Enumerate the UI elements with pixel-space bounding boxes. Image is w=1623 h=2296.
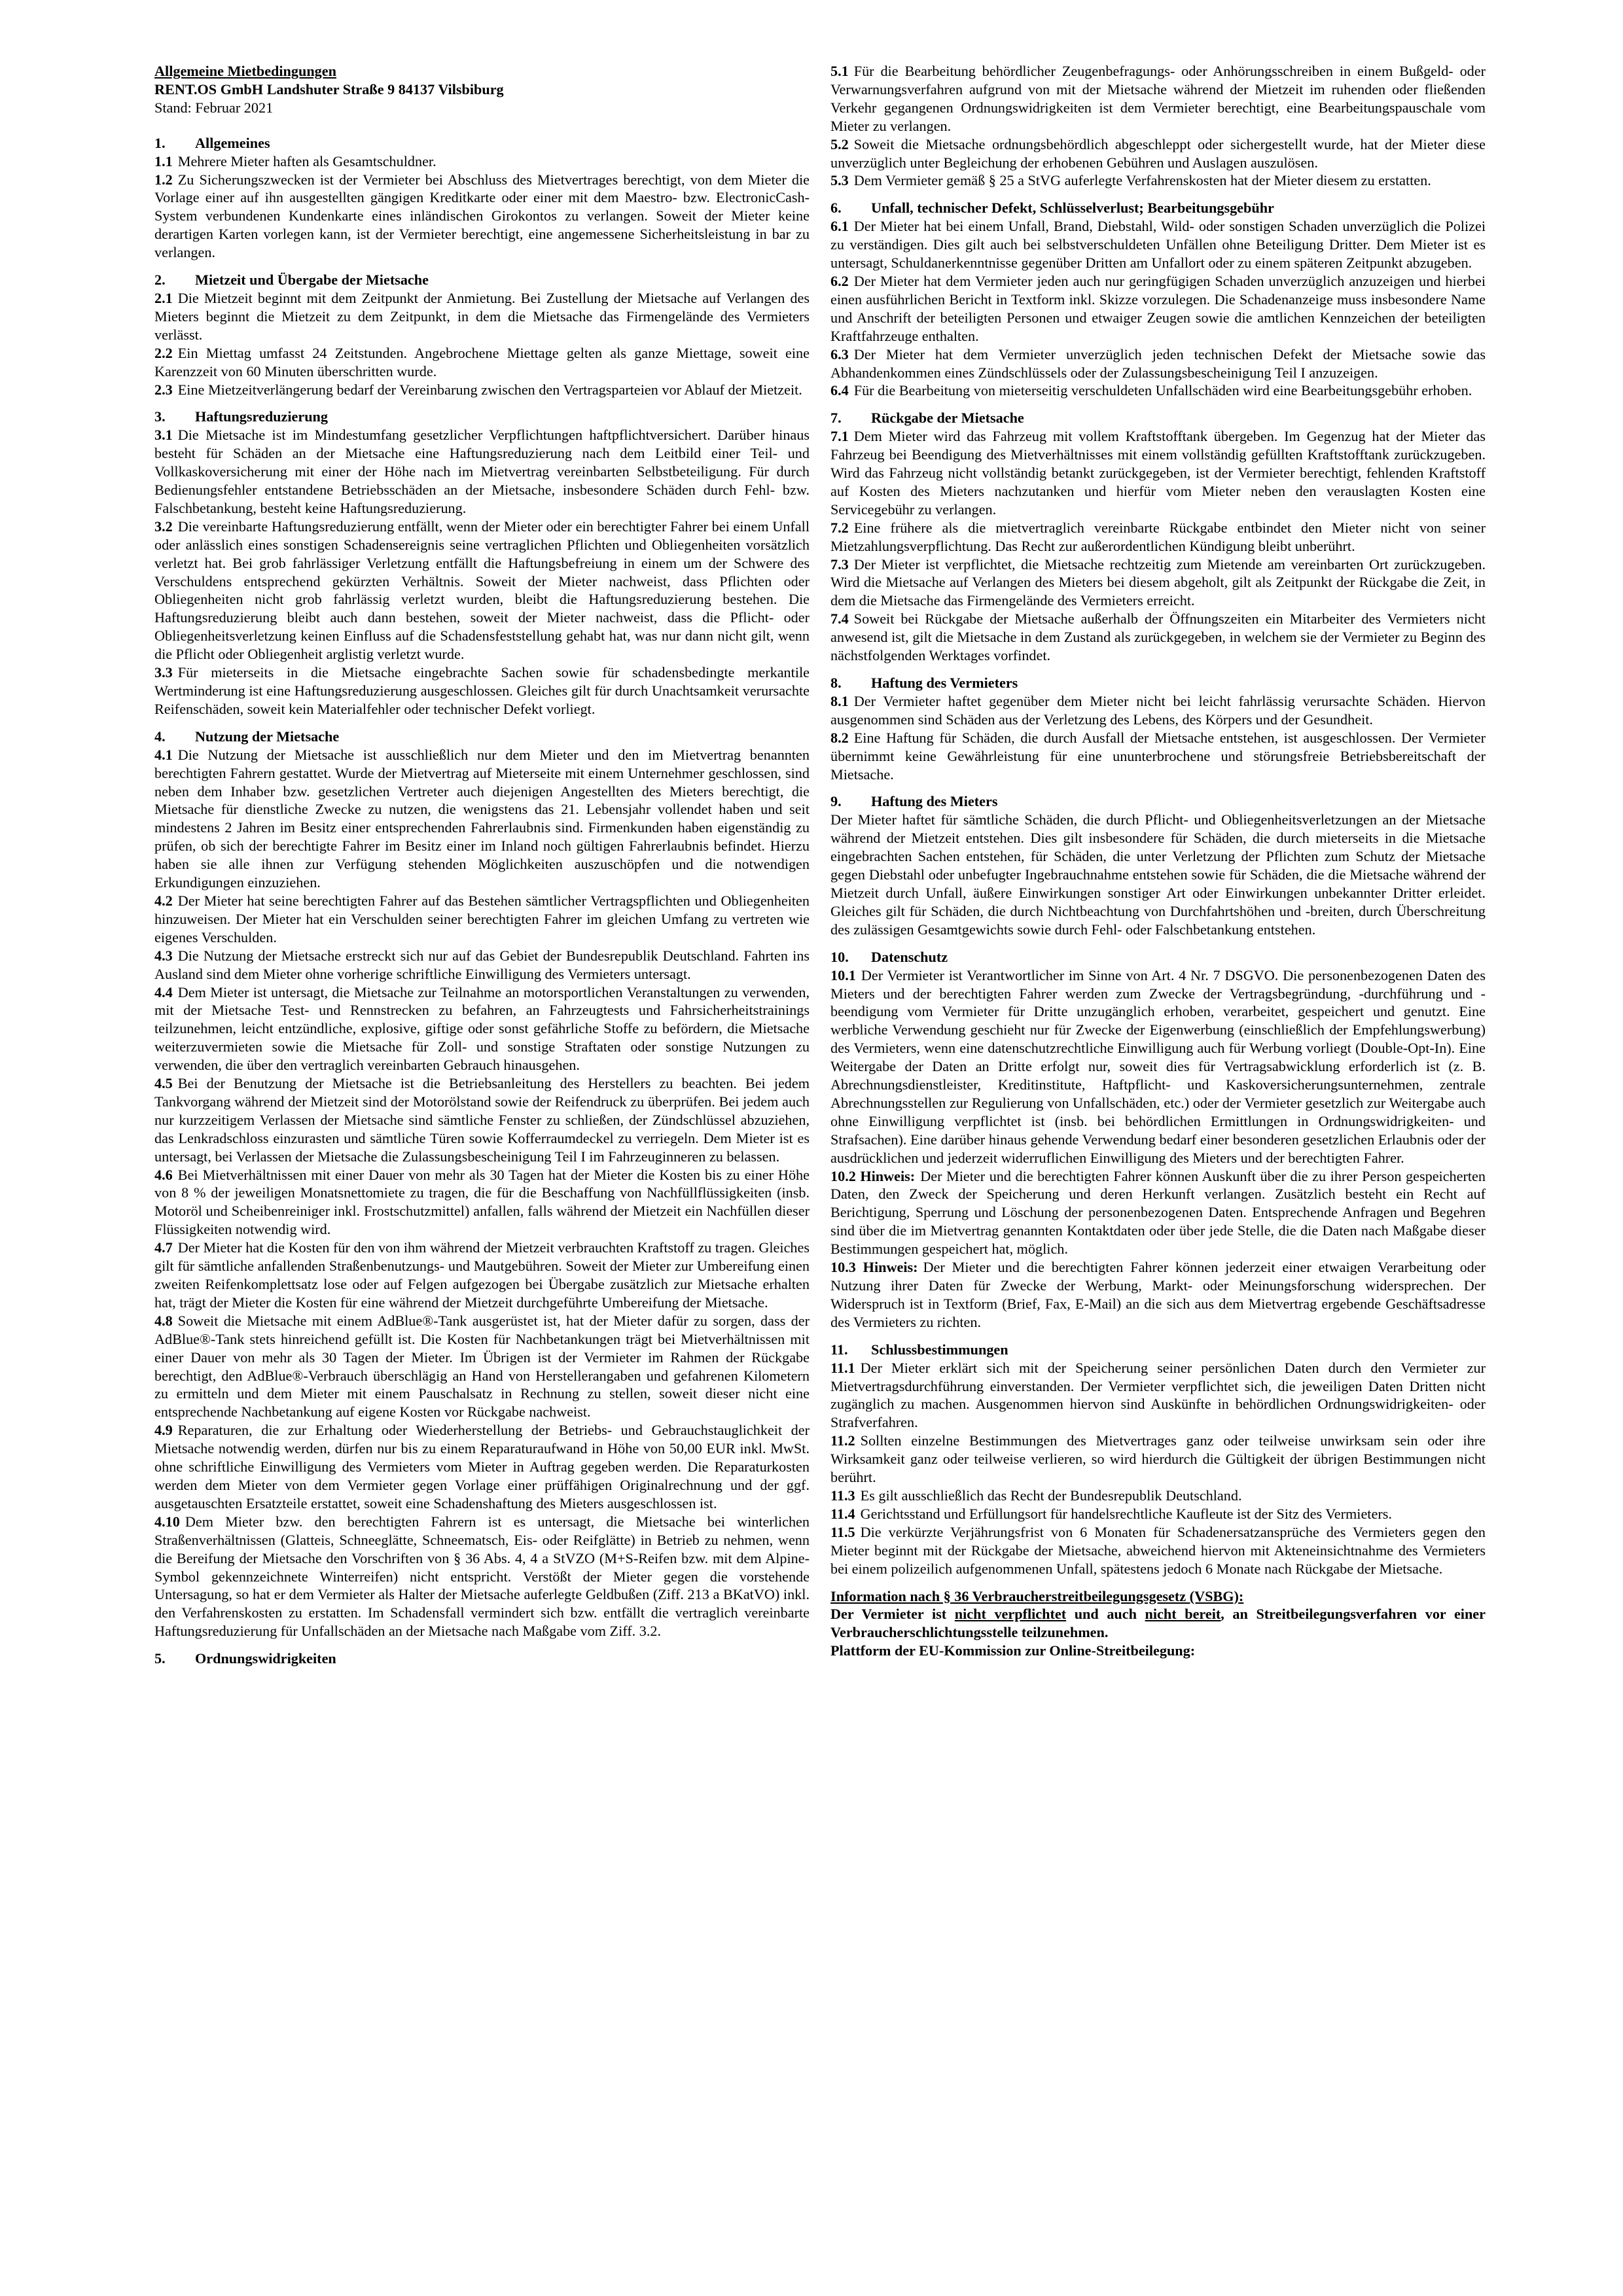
- clause-text: Bei Mietverhältnissen mit einer Dauer von mehr als 30 Tagen hat der Mieter die Kosten bis zu einer Höhe von 8 % der jeweiligen Monatsnettomiete zu tragen, die für die Beschaffung von Nachfüllflüssigkeiten (insb. Motoröl und Scheibenreiniger inkl. Frostschutzmittel) anfallen, falls während der Mietzeit ein Nachfüllen dieser Flüssigkeiten notwendig wird.: [154, 1166, 810, 1238]
- section-title: Schlussbestimmungen: [871, 1341, 1008, 1358]
- clause-number: 3.2: [154, 518, 173, 535]
- section-number: 1.: [154, 134, 166, 151]
- section-number: 11.: [830, 1341, 848, 1358]
- clause: [154, 663, 810, 718]
- left-sections: [154, 134, 810, 1668]
- section-heading: [154, 134, 810, 152]
- section-title: Haftung des Mieters: [871, 793, 998, 810]
- clause-text: Die Mietsache ist im Mindestumfang gesetzlicher Verpflichtungen haftpflichtversichert. Darüber hinaus besteht für Schäden an der Mietsache eine Haftungsreduzierung nach dem Leitbild einer Teil- und Vollkaskoversicherung mit einer der Höhe nach im Mietvertrag vereinbarten Selbstbeteiligung. Für durch Bedienungsfehler entstandene Betriebsschäden an der Mietsache, insbesondere Schäden durch Fehl- bzw. Falschbetankung, besteht keine Haftungsreduzierung.: [154, 427, 810, 516]
- clause-number: 6.1: [830, 218, 849, 235]
- clause: [830, 610, 1486, 665]
- clause: [154, 518, 810, 663]
- section-number: 8.: [830, 675, 842, 691]
- clause: [154, 1166, 810, 1239]
- clause: [154, 1513, 810, 1640]
- clause: [154, 1239, 810, 1312]
- clause-number: 7.3: [830, 556, 849, 573]
- clause: [154, 381, 810, 399]
- clause-text: Der Mieter hat dem Vermieter unverzüglich jeden technischen Defekt der Mietsache sowie das Abhandenkommen eines Zündschlüssels oder der Zulassungsbescheinigung Teil I anzuzeigen.: [830, 345, 1486, 381]
- clause-number: 8.2: [830, 729, 849, 746]
- clause-number: 10.1: [830, 966, 856, 983]
- clause: [830, 62, 1486, 135]
- clause-text: Für die Bearbeitung behördlicher Zeugenbefragungs- oder Anhörungsschreiben in einem Bußgeld- oder Verwarnungsverfahren aufgrund von mit der Mietsache während der Mietzeit im ruhenden oder fließenden Verkehr gegangenen Ordnungswidrigkeiten ist dem Vermieter berechtigt, eine Bearbeitungspauschale vom Mieter zu verlangen.: [830, 63, 1486, 134]
- clause-text: Die Nutzung der Mietsache ist ausschließlich nur dem Mieter und den im Mietvertrag benannten berechtigten Fahrern gestattet. Wurde der Mietvertrag auf Mieterseite mit einem Unternehmer geschlossen, sind neben dem Inhaber bzw. gesetzlichen Vertreter auch diejenigen Angestellten des Mieters berechtigt, die Mietsache für dienstliche Zwecke zu nutzen, die wenigstens das 21. Lebensjahr vollendet haben und seit mindestens 2 Jahren im Besitz einer entsprechenden Fahrerlaubnis sind. Firmenkunden haben eigenständig zu prüfen, ob sich der berechtigte Fahrer im Besitz einer im Inland noch gültigen Fahrerlaubnis befindet. Hierzu haben sie alle ihnen zur Verfügung stehenden Möglichkeiten auszuschöpfen und die notwendigen Erkundigungen einzuziehen.: [154, 746, 810, 891]
- clause-number: 7.4: [830, 610, 849, 627]
- section-5-heading-wrap: [154, 1650, 810, 1668]
- section-heading: [830, 199, 1486, 217]
- section-1: [154, 134, 810, 262]
- clause-number: 5.1: [830, 63, 849, 79]
- clause-number: 11.2: [830, 1432, 855, 1449]
- clause-text: Der Vermieter haftet gegenüber dem Mieter nicht bei leicht fahrlässig verursachte Schäden. Hiervon ausgenommen sind Schäden aus der Verletzung des Lebens, des Körpers und der Gesundheit.: [830, 692, 1486, 728]
- clause-number: 10.2 Hinweis:: [830, 1167, 916, 1184]
- section-title: Mietzeit und Übergabe der Mietsache: [195, 272, 429, 289]
- clause-text: Der Mieter erklärt sich mit der Speicherung seiner persönlichen Daten durch den Vermieter zur Mietvertragsdurchführung einverstanden. Der Vermieter verpflichtet sich, die jeweiligen Daten Dritten nicht zugänglich zu machen. Ausgenommen hiervon sind Auskünfte in behördlichen Ordnungswidrigkeiten- oder Strafverfahren.: [830, 1359, 1486, 1431]
- clause-number: 2.3: [154, 381, 173, 398]
- clause-text: Ein Miettag umfasst 24 Zeitstunden. Angebrochene Miettage gelten als ganze Miettage, soweit eine Karenzzeit von 60 Minuten überschritten wurde.: [154, 344, 810, 380]
- clause-number: 6.3: [830, 345, 849, 362]
- clause-number: 4.9: [154, 1422, 173, 1439]
- clause-text: Es gilt ausschließlich das Recht der Bundesrepublik Deutschland.: [860, 1487, 1242, 1504]
- section-heading: [154, 271, 810, 289]
- clause-number: 7.2: [830, 519, 849, 536]
- section-number: 6.: [830, 200, 842, 217]
- clause-number: 8.1: [830, 692, 849, 709]
- section-title: Datenschutz: [871, 948, 948, 965]
- clause-text: Die Mietzeit beginnt mit dem Zeitpunkt der Anmietung. Bei Zustellung der Mietsache auf Verlangen des Mieters beginnt die Mietzeit zu dem Zeitpunkt, in dem die Mietsache das Firmengelände des Vermieters verlässt.: [154, 289, 810, 343]
- clause-text: Der Mieter hat die Kosten für den von ihm während der Mietzeit verbrauchten Kraftstoff zu tragen. Gleiches gilt für sämtliche anfallenden Straßenbenutzungs- und Mautgebühren. Soweit der Mieter zur Umbereifung einen zweiten Reifenkomplettsatz lose oder auf Felgen aufgezogen bei Übergabe zusätzlich zur Mietsache erhalten hat, trägt der Mieter die Kosten für eine während der Mietzeit durchgeführte Umbereifung der Mietsache.: [154, 1239, 810, 1311]
- clause-number: 4.1: [154, 746, 173, 763]
- clause-number: 6.2: [830, 272, 849, 289]
- clause: [830, 1258, 1486, 1332]
- section-heading: [154, 728, 810, 746]
- section-heading: [830, 409, 1486, 427]
- section-9: [830, 792, 1486, 938]
- clause-text: Dem Mieter bzw. den berechtigten Fahrern ist es untersagt, die Mietsache bei winterlichen Straßenverhältnissen (Glatteis, Schneeglätte, Schneematsch, Eis- oder Reifglätte) in Betrieb zu nehmen, wenn die Bereifung der Mietsache den Vorschriften von § 36 Abs. 4, 4 a StVZO (M+S-Reifen bzw. mit dem Alpine-Symbol gekennzeichnete Winterreifen) nicht entspricht. Verstößt der Mieter gegen die vorstehende Untersagung, so hat er dem Vermieter als Halter der Mietsache auferlegte Geldbußen (Ziff. 213 a BKatVO) inkl. den Verfahrenskosten zu erstatten. Im Schadensfall vermindert sich bzw. entfällt die vertraglich vereinbarte Haftungsreduzierung für Unfallschäden an der Mietsache nach Maßgabe vom Ziff. 3.2.: [154, 1513, 810, 1640]
- section-3: [154, 408, 810, 718]
- company-address: RENT.OS GmbH Landshuter Straße 9 84137 Vilsbiburg: [154, 80, 504, 97]
- clause: [830, 272, 1486, 345]
- clause: [154, 892, 810, 947]
- section-paragraphs: [830, 811, 1486, 938]
- clause-number: 4.10: [154, 1513, 180, 1530]
- clause-text: Eine Mietzeitverlängerung bedarf der Vereinbarung zwischen den Vertragsparteien vor Ablauf der Mietzeit.: [177, 381, 802, 398]
- section-10: [830, 948, 1486, 1332]
- clause-text: Sollten einzelne Bestimmungen des Mietvertrages ganz oder teilweise unwirksam sein oder ihre Wirksamkeit ganz oder teilweise verlieren, so wird hierdurch die Gültigkeit der übrigen Bestimmungen nicht berührt.: [830, 1432, 1486, 1486]
- clause-number: 3.1: [154, 427, 173, 444]
- vsbg-title: Information nach § 36 Verbraucherstreitbeilegungsgesetz (VSBG):: [830, 1587, 1244, 1604]
- section-paragraphs: [154, 289, 810, 398]
- document-title: Allgemeine Mietbedingungen: [154, 63, 336, 79]
- clause: [830, 1359, 1486, 1432]
- clause-text: Der Mieter und die berechtigten Fahrer können jederzeit einer etwaigen Verarbeitung oder Nutzung ihrer Daten für Zwecke der Werbung, Markt- oder Meinungsforschung widersprechen. Der Widerspruch ist in Textform (Brief, Fax, E-Mail) an die sich aus dem Mietvertrag ergebende Geschäftsadresse des Vermieters zu richten.: [830, 1259, 1486, 1330]
- clause-number: 3.3: [154, 664, 173, 681]
- clause-number: 6.4: [830, 382, 849, 399]
- section-heading: [830, 674, 1486, 692]
- clause: [154, 746, 810, 892]
- section-6: [830, 199, 1486, 400]
- clause-number: 2.2: [154, 344, 173, 361]
- clause-text: Soweit bei Rückgabe der Mietsache außerhalb der Öffnungszeiten ein Mitarbeiter des Vermieters nicht anwesend ist, gilt die Mietsache in dem Zustand als zurückgegeben, in welchem sie der Vermieter zu Beginn des nächstfolgenden Werktages vorfindet.: [830, 610, 1486, 664]
- vsbg-text: , an Streitbeilegungsverfahren vor einer Verbraucherschlichtungsstelle teilzunehmen.: [830, 1606, 1486, 1641]
- clause-number: 4.4: [154, 983, 173, 1000]
- section-paragraphs: [830, 427, 1486, 665]
- clause-text: Soweit die Mietsache ordnungsbehördlich abgeschleppt oder sichergestellt wurde, hat der Mieter diese unverzüglich unter Begleichung der erhobenen Gebühren und Auslagen auszulösen.: [830, 135, 1486, 171]
- section-paragraphs: [830, 1359, 1486, 1578]
- clause-text: Soweit die Mietsache mit einem AdBlue®-Tank ausgerüstet ist, hat der Mieter dafür zu sorgen, dass der AdBlue®-Tank stets hinreichend gefüllt ist. Die Kosten für Nachbetankungen trägt bei Mietverhältnissen mit einer Dauer von mehr als 30 Tagen der Mieter. Im Übrigen ist der Vermieter im Rahmen der Rückgabe berechtigt, den AdBlue®-Verbrauch überschlägig an Hand von Herstellerangaben und gefahrenen Kilometern zu ermitteln und dem Mieter mit einem Pauschalsatz in Rechnung zu stellen, soweit dieser nicht eine entsprechende Nachbetankung auf eigene Kosten vor Rückgabe nachweist.: [154, 1312, 810, 1421]
- clause: [154, 171, 810, 262]
- section-8: [830, 674, 1486, 783]
- section-number: 4.: [154, 728, 166, 745]
- clause: [830, 1487, 1486, 1505]
- clause-number: 11.3: [830, 1487, 855, 1504]
- clause-text: Mehrere Mieter haften als Gesamtschuldner.: [177, 152, 437, 169]
- clause-text: Der Vermieter ist Verantwortlicher im Sinne von Art. 4 Nr. 7 DSGVO. Die personenbezogenen Daten des Mieters und der berechtigten Fahrer werden zum Zwecke der Vertragsbegründung, -durchführung und -beendigung vom Vermieter für Dritte unzugänglich erhoben, verarbeitet, gespeichert und genutzt. Eine werbliche Verwendung geschieht nur für Zwecke der Eigenwerbung (einschließlich der Empfehlungswerbung) des Vermieters, wenn eine datenschutzrechtliche Einwilligung auch für Werbung vorliegt (Double-Opt-In). Eine Weitergabe der Daten an Dritte erfolgt nur, soweit dies für Vertragsabwicklung erforderlich ist (z. B. Abrechnungsdienstleister, Kreditinstitute, Haftpflicht- und Kaskoversicherungsunternehmen, zentrale Abrechnungsstellen zur Regulierung von Unfallschäden, etc.) oder der Vermieter gesetzlich zur Weitergabe auch ohne Einwilligung verpflichtet ist (insb. bei behördlichen Ermittlungen in Ordnungswidrigkeiten- und Strafsachen). Eine darüber hinaus gehende Verwendung bedarf einer besonderen gesetzlichen Erlaubnis oder der ausdrücklichen und jederzeit widerruflichen Einwilligung des Mieters und der berechtigten Fahrer.: [830, 966, 1486, 1166]
- clause: [830, 1167, 1486, 1259]
- clause-text: Für die Bearbeitung von mieterseitig verschuldeten Unfallschäden wird eine Bearbeitungsgebühr erhoben.: [853, 382, 1472, 399]
- clause-number: 11.5: [830, 1523, 855, 1540]
- section-title: Nutzung der Mietsache: [195, 728, 340, 745]
- clause-text: Dem Mieter ist untersagt, die Mietsache zur Teilnahme an motorsportlichen Veranstaltungen zu verwenden, mit der Mietsache Test- und Rennstrecken zu befahren, an Fahrzeugtests und Fahrsicherheitstrainings teilzunehmen, leicht entzündliche, explosive, giftige oder sonst gefährliche Stoffe zu befördern, die Mietsache weiterzuvermieten sowie die Mietsache für Zoll- und sonstige Straftaten oder sonstige Nutzungen zu verwenden, die über den vertraglich vereinbarten Gebrauch hinausgehen.: [154, 983, 810, 1074]
- clause: [830, 692, 1486, 729]
- clause-text: Der Mieter haftet für sämtliche Schäden, die durch Pflicht- und Obliegenheitsverletzungen an der Mietsache während der Mietzeit entstehen. Dies gilt insbesondere für Schäden, die durch mieterseits in die Mietsache eingebrachten Sachen entstehen, für Schäden, die unter Verletzung der Pflichten zum Schutz der Mietsache gegen Diebstahl oder unbefugter Ingebrauchnahme entstehen sowie für Schäden, die die Mietsache während der Mietzeit durch Unfall, äußere Einwirkungen sonstiger Art oder Einwirkungen unbekannter Dritter erleidet. Gleiches gilt für Schäden, die durch Nichtbeachtung von Durchfahrtshöhen und -breiten, durch Überschreitung des zulässigen Gesamtgewichts sowie durch Fehl- oder Falschbetankung entstehen.: [830, 811, 1486, 938]
- clause: [830, 519, 1486, 556]
- clause-text: Dem Vermieter gemäß § 25 a StVG auferlegte Verfahrenskosten hat der Mieter diesem zu erstatten.: [853, 172, 1431, 189]
- vsbg-underlined: nicht bereit: [1145, 1606, 1221, 1623]
- clause: [830, 1505, 1486, 1523]
- clause: [154, 344, 810, 381]
- clause-number: 4.3: [154, 947, 173, 964]
- section-4: [154, 728, 810, 1640]
- right-column: [830, 62, 1486, 1660]
- vsbg-underlined: nicht verpflichtet: [954, 1606, 1067, 1623]
- clause-text: Der Mieter ist verpflichtet, die Mietsache rechtzeitig zum Mietende am vereinbarten Ort zurückzugeben. Wird die Mietsache auf Verlangen des Mieters bei diesem abgeholt, gilt als Zeitpunkt der Rückgabe die Zeit, in dem die Mietsache das Firmengelände des Vermieters erreicht.: [830, 556, 1486, 609]
- section-paragraphs: [154, 152, 810, 262]
- section-number: 5.: [154, 1650, 166, 1667]
- section-title: Ordnungswidrigkeiten: [195, 1650, 336, 1667]
- clause-number: 10.3 Hinweis:: [830, 1259, 918, 1276]
- clause: [154, 152, 810, 171]
- clause-text: Der Mieter und die berechtigten Fahrer können Auskunft über die zu ihrer Person gespeicherten Daten, den Zweck der Speicherung und deren Herkunft verlangen. Zusätzlich besteht ein Recht auf Berichtigung, Sperrung und Löschung der personenbezogenen Daten. Entsprechende Anfragen und Begehren sind über die im Mietvertrag genannten Kontaktdaten oder über jede Stelle, die die Daten nach Maßgabe dieser Bestimmungen gespeichert hat, möglich.: [830, 1167, 1486, 1258]
- clause-number: 4.2: [154, 892, 173, 909]
- section-title: Haftungsreduzierung: [195, 408, 328, 425]
- section-title: Unfall, technischer Defekt, Schlüsselverlust; Bearbeitungsgebühr: [871, 200, 1274, 217]
- section-heading: [154, 1650, 810, 1668]
- clause: [830, 217, 1486, 272]
- section-title: Rückgabe der Mietsache: [871, 410, 1024, 427]
- clause: [830, 427, 1486, 519]
- stand-date: Stand: Februar 2021: [154, 99, 274, 116]
- clause-text: Die Nutzung der Mietsache erstreckt sich nur auf das Gebiet der Bundesrepublik Deutschland. Fahrten ins Ausland sind dem Mieter ohne vorherige schriftliche Einwilligung des Vermieters untersagt.: [154, 947, 810, 982]
- section-number: 9.: [830, 793, 842, 810]
- section-paragraphs: [830, 217, 1486, 400]
- clause-text: Die vereinbarte Haftungsreduzierung entfällt, wenn der Mieter oder ein berechtigter Fahrer bei einem Unfall oder anlässlich eines sonstigen Schadensereignis seine vertraglichen Pflichten und Obliegenheiten vorsätzlich verletzt hat. Bei grob fahrlässiger Verletzung entfällt die Haftungsbefreiung in einem um der Schwere des Verschuldens entsprechend gekürzten Verhältnis. Soweit der Mieter nachweist, dass Pflichten oder Obliegenheiten nicht grob fahrlässig verletzt wurden, bleibt die Haftungsreduzierung bestehen. Die Haftungsreduzierung bleibt auch dann bestehen, soweit der Mieter nachweist, dass die Pflicht- oder Obliegenheitsverletzung keinen Einfluss auf die Schadensfeststellung gehabt hat, was nur dann nicht gilt, wenn die Pflicht oder Obliegenheit arglistig verletzt wurde.: [154, 518, 810, 663]
- clause-number: 5.2: [830, 135, 849, 152]
- clause-text: Der Mieter hat seine berechtigten Fahrer auf das Bestehen sämtlicher Vertragspflichten und Obliegenheiten hinzuweisen. Der Mieter hat ein Verschulden seiner berechtigten Fahrer im gleichen Umfang zu vertreten wie eigenes Verschulden.: [154, 892, 810, 945]
- clause-text: Der Mieter hat dem Vermieter jeden auch nur geringfügigen Schaden unverzüglich anzuzeigen und hierbei einen ausführlichen Bericht in Textform inkl. Skizze vorzulegen. Die Schadenanzeige muss insbesondere Name und Anschrift der beteiligten Personen und etwaiger Zeugen sowie die amtlichen Kennzeichen der beteiligten Kraftfahrzeuge enthalten.: [830, 272, 1486, 344]
- clause-number: 4.7: [154, 1239, 173, 1256]
- section-2: [154, 271, 810, 398]
- clause-text: Bei der Benutzung der Mietsache ist die Betriebsanleitung des Herstellers zu beachten. Bei jedem Tankvorgang während der Mietzeit sind der Motorölstand sowie der Reifendruck zu überprüfen. Bei jedem auch nur kurzzeitigem Verlassen der Mietsache sind sämtliche Fenster zu schließen, der Zündschlüssel abzuziehen, das Lenkradschloss einzurasten und sämtliche Türen sowie Kofferraumdeckel zu verriegeln. Dem Mieter ist es untersagt, bei Verlassen der Mietsache die Zulassungsbescheinigung Teil I im Fahrzeuginneren zu belassen.: [154, 1075, 810, 1165]
- section-number: 7.: [830, 410, 842, 427]
- clause-number: 1.1: [154, 152, 173, 169]
- clause-number: 5.3: [830, 172, 849, 189]
- section-paragraphs: [830, 966, 1486, 1332]
- clause: [830, 1432, 1486, 1487]
- section-heading: [154, 408, 810, 426]
- section-heading: [830, 948, 1486, 966]
- clause: [830, 171, 1486, 190]
- right-sections: [830, 62, 1486, 1578]
- section-heading: [830, 792, 1486, 811]
- clause: [154, 1421, 810, 1513]
- clause-text: Dem Mieter wird das Fahrzeug mit vollem Kraftstofftank übergeben. Im Gegenzug hat der Mieter das Fahrzeug bei Beendigung des Mietverhältnisses mit einem vollständig gefüllten Kraftstofftank zurückzugeben. Wird das Fahrzeug nicht vollständig betankt zurückgegeben, ist der Vermieter berechtigt, fehlenden Kraftstoff auf Kosten des Mieters nachzutanken und hierfür vom Mieter neben den verauslagten Kosten eine Servicegebühr zu verlangen.: [830, 428, 1486, 518]
- clause: [154, 947, 810, 983]
- clause-text: Reparaturen, die zur Erhaltung oder Wiederherstellung der Betriebs- und Gebrauchstauglichkeit der Mietsache notwendig werden, dürfen nur bis zu einem Reparaturaufwand in Höhe von 50,00 EUR inkl. MwSt. ohne schriftliche Einwilligung des Vermieters vom Mieter in Auftrag gegeben werden. Die Reparaturkosten werden dem Mieter von dem Vermieter gegen Vorlage einer prüffähigen Originalrechnung und der ggf. ausgetauschten Ersatzteile erstattet, soweit eine Schadenshaftung des Mieters ausgeschlossen ist.: [154, 1422, 810, 1511]
- clause-number: 11.4: [830, 1505, 855, 1522]
- clause: [830, 1523, 1486, 1578]
- clause-text: Eine frühere als die mietvertraglich vereinbarte Rückgabe entbindet den Mieter nicht von seiner Mietzahlungsverpflichtung. Das Recht zur außerordentlichen Kündigung bleibt unberührt.: [830, 519, 1486, 554]
- clause: [830, 811, 1486, 938]
- clause-number: 2.1: [154, 289, 173, 306]
- clause: [830, 556, 1486, 610]
- section-title: Allgemeines: [195, 134, 270, 151]
- clause-text: Der Mieter hat bei einem Unfall, Brand, Diebstahl, Wild- oder sonstigen Schaden unverzüglich die Polizei zu verständigen. Dies gilt auch bei selbstverschuldeten Unfällen ohne Beteiligung Dritter. Dem Mieter ist es untersagt, Schuldanerkenntnisse gegenüber Dritten am Unfallort oder zu einem späteren Zeitpunkt abzugeben.: [830, 218, 1486, 272]
- vsbg-text: Der Vermieter ist: [830, 1606, 955, 1623]
- section-paragraphs: [154, 426, 810, 718]
- section-title: Haftung des Vermieters: [871, 675, 1018, 691]
- clause: [154, 983, 810, 1075]
- clause: [154, 289, 810, 344]
- clause: [830, 135, 1486, 172]
- clause-text: Für mieterseits in die Mietsache eingebrachte Sachen sowie für schadensbedingte merkantile Wertminderung ist eine Haftungsreduzierung ausgeschlossen. Gleiches gilt für durch Unachtsamkeit verursachte Reifenschäden, soweit kein Materialfehler oder technischer Defekt vorliegt.: [154, 664, 810, 717]
- clause: [830, 966, 1486, 1167]
- clause: [154, 1074, 810, 1166]
- clause-text: Zu Sicherungszwecken ist der Vermieter bei Abschluss des Mietvertrages berechtigt, von dem Mieter die Vorlage einer auf ihn ausgestellten gängigen Kreditkarte oder einer mit dem Maestro- bzw. ElectronicCash-System verbundenen Kundenkarte eines inländischen Girokontos zu verlangen. Soweit der Mieter keine derartigen Karten vorlegen kann, ist der Vermieter berechtigt, eine angemessene Sicherheitsleistung in bar zu verlangen.: [154, 171, 810, 261]
- left-column: [154, 62, 810, 1668]
- section-heading: [830, 1341, 1486, 1359]
- clause-number: 4.6: [154, 1166, 173, 1183]
- clause: [154, 1312, 810, 1421]
- section-7: [830, 409, 1486, 665]
- section-number: 10.: [830, 948, 849, 965]
- section-paragraphs: [830, 692, 1486, 784]
- clause: [830, 729, 1486, 784]
- vsbg-line-1: [830, 1605, 1486, 1642]
- clause-number: 4.5: [154, 1075, 173, 1092]
- clause-text: Die verkürzte Verjährungsfrist von 6 Monaten für Schadenersatzansprüche des Vermieters gegen den Mieter beginnt mit der Rückgabe der Mietsache, abweichend hiervon mit Akteneinsichtnahme des Vermieters bei einem polizeilich aufgenommenen Unfall, spätestens jedoch 6 Monate nach Rückgabe der Mietsache.: [830, 1523, 1486, 1577]
- clause-number: 7.1: [830, 428, 849, 445]
- vsbg-text: und auch: [1066, 1606, 1145, 1623]
- clause: [830, 345, 1486, 382]
- section-11: [830, 1341, 1486, 1578]
- clause: [830, 381, 1486, 400]
- clause-number: 1.2: [154, 171, 173, 188]
- section-number: 3.: [154, 408, 166, 425]
- section-number: 2.: [154, 272, 166, 289]
- clause: [154, 426, 810, 518]
- vsbg-line-2: Plattform der EU-Kommission zur Online-Streitbeilegung:: [830, 1642, 1196, 1659]
- section-5: [830, 62, 1486, 190]
- section-paragraphs: [830, 62, 1486, 190]
- section-paragraphs: [154, 746, 810, 1640]
- clause-number: 4.8: [154, 1312, 173, 1329]
- clause-number: 11.1: [830, 1359, 855, 1376]
- clause-text: Eine Haftung für Schäden, die durch Ausfall der Mietsache entstehen, ist ausgeschlossen. Der Vermieter übernimmt keine Gewährleistung für eine ununterbrochene und störungsfreie Betriebsbereitschaft der Mietsache.: [830, 729, 1486, 783]
- clause-text: Gerichtsstand und Erfüllungsort für handelsrechtliche Kaufleute ist der Sitz des Vermieters.: [860, 1505, 1392, 1522]
- vsbg-notice: [830, 1587, 1486, 1661]
